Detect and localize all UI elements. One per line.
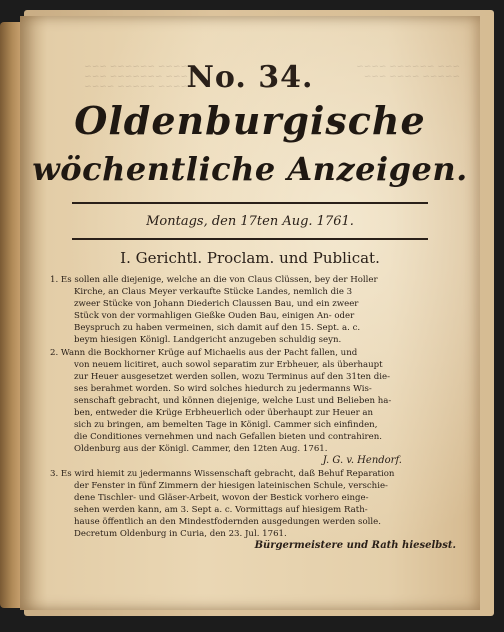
notice-2: [50, 347, 460, 468]
masthead-title: Oldenburgische: [74, 98, 426, 143]
text-line: zweer Stücke von Johann Diederich Claussen Bau, und ein zweer: [74, 299, 359, 310]
text-line: 2. Wann die Bockhorner Krüge auf Michaelis aus der Pacht fallen, und: [50, 347, 358, 358]
text-line: Decretum Oldenburg in Curia, den 23. Jul. 1761.: [74, 528, 287, 539]
newspaper-page: [20, 16, 480, 610]
text-line: Oldenburg aus der Königl. Cammer, den 12ten Aug. 1761.: [74, 444, 328, 455]
issue-number: No. 34.: [186, 60, 314, 95]
notice-1: [50, 274, 460, 347]
masthead-rule-top: [72, 202, 428, 204]
text-line: 1. Es sollen alle diejenige, welche an die von Claus Clüssen, bey der Holler: [50, 275, 378, 285]
signature: Bürgermeistere und Rath hieselbst.: [254, 540, 456, 552]
issue-date: Montags, den 17ten Aug. 1761.: [146, 214, 354, 229]
text-line: 3. Es wird hiemit zu jedermanns Wissenschaft gebracht, daß Behuf Reparation: [50, 468, 395, 479]
text-line: senschaft gebracht, und können diejenige, welche Lust und Belieben ha-: [74, 395, 392, 406]
text-line: ses berahmet worden. So wird solches hiedurch zu jedermanns Wis-: [74, 383, 372, 394]
signature: J. G. v. Hendorf.: [322, 455, 402, 467]
text-line: beym hiesigen Königl. Landgericht anzugeben schuldig seyn.: [74, 335, 342, 346]
text-line: Kirche, an Claus Meyer verkaufte Stücke Landes, nemlich die 3: [74, 287, 353, 298]
text-line: sich zu bringen, am bemelten Tage in Königl. Cammer sich einfinden,: [74, 420, 378, 431]
text-line: der Fenster in fünf Zimmern der hiesigen lateinischen Schule, verschie-: [74, 480, 388, 491]
text-line: sehen werden kann, am 3. Sept a. c. Vormittags auf hiesigem Rath-: [74, 504, 368, 515]
text-line: dene Tischler- und Gläser-Arbeit, wovon der Bestick vorhero einge-: [74, 492, 369, 503]
masthead-rule-bottom: [72, 238, 428, 240]
text-line: Stück von der vormahligen Gießke Ouden Bau, einigen An- oder: [74, 311, 355, 322]
text-line: zur Heuer ausgesetzet werden sollen, wozu Terminus auf den 31ten die-: [74, 371, 391, 382]
text-line: von neuem licitiret, auch sowol separatim zur Erbheuer, als überhaupt: [74, 359, 383, 370]
show-through-text-right: ~~~ ~~~~~~ ~~~~ ~~~~~ ~~~~ ~~~: [356, 62, 460, 82]
masthead-subtitle: wöchentliche Anzeigen.: [32, 150, 468, 188]
article-body: [50, 274, 460, 552]
text-line: hause öffentlich an den Mindestfodernden ausgedungen werden solle.: [74, 516, 381, 527]
text-line: ben, entweder die Krüge Erbheuerlich oder überhaupt zur Heuer an: [74, 408, 374, 419]
section-heading: I. Gerichtl. Proclam. und Publicat.: [120, 249, 380, 267]
text-line: die Conditiones vernehmen und nach Gefallen bieten und contrahiren.: [74, 432, 382, 443]
text-line: Beyspruch zu haben vermeinen, sich damit auf den 15. Sept. a. c.: [74, 323, 361, 334]
notice-3: [50, 468, 460, 553]
show-through-text: ~~~~ ~~~~~~ ~~~ ~~~ ~~~~~~~ ~~~ ~~~~ ~~~~~ ~~~~: [84, 62, 188, 92]
book-cover-edge: [0, 22, 22, 608]
